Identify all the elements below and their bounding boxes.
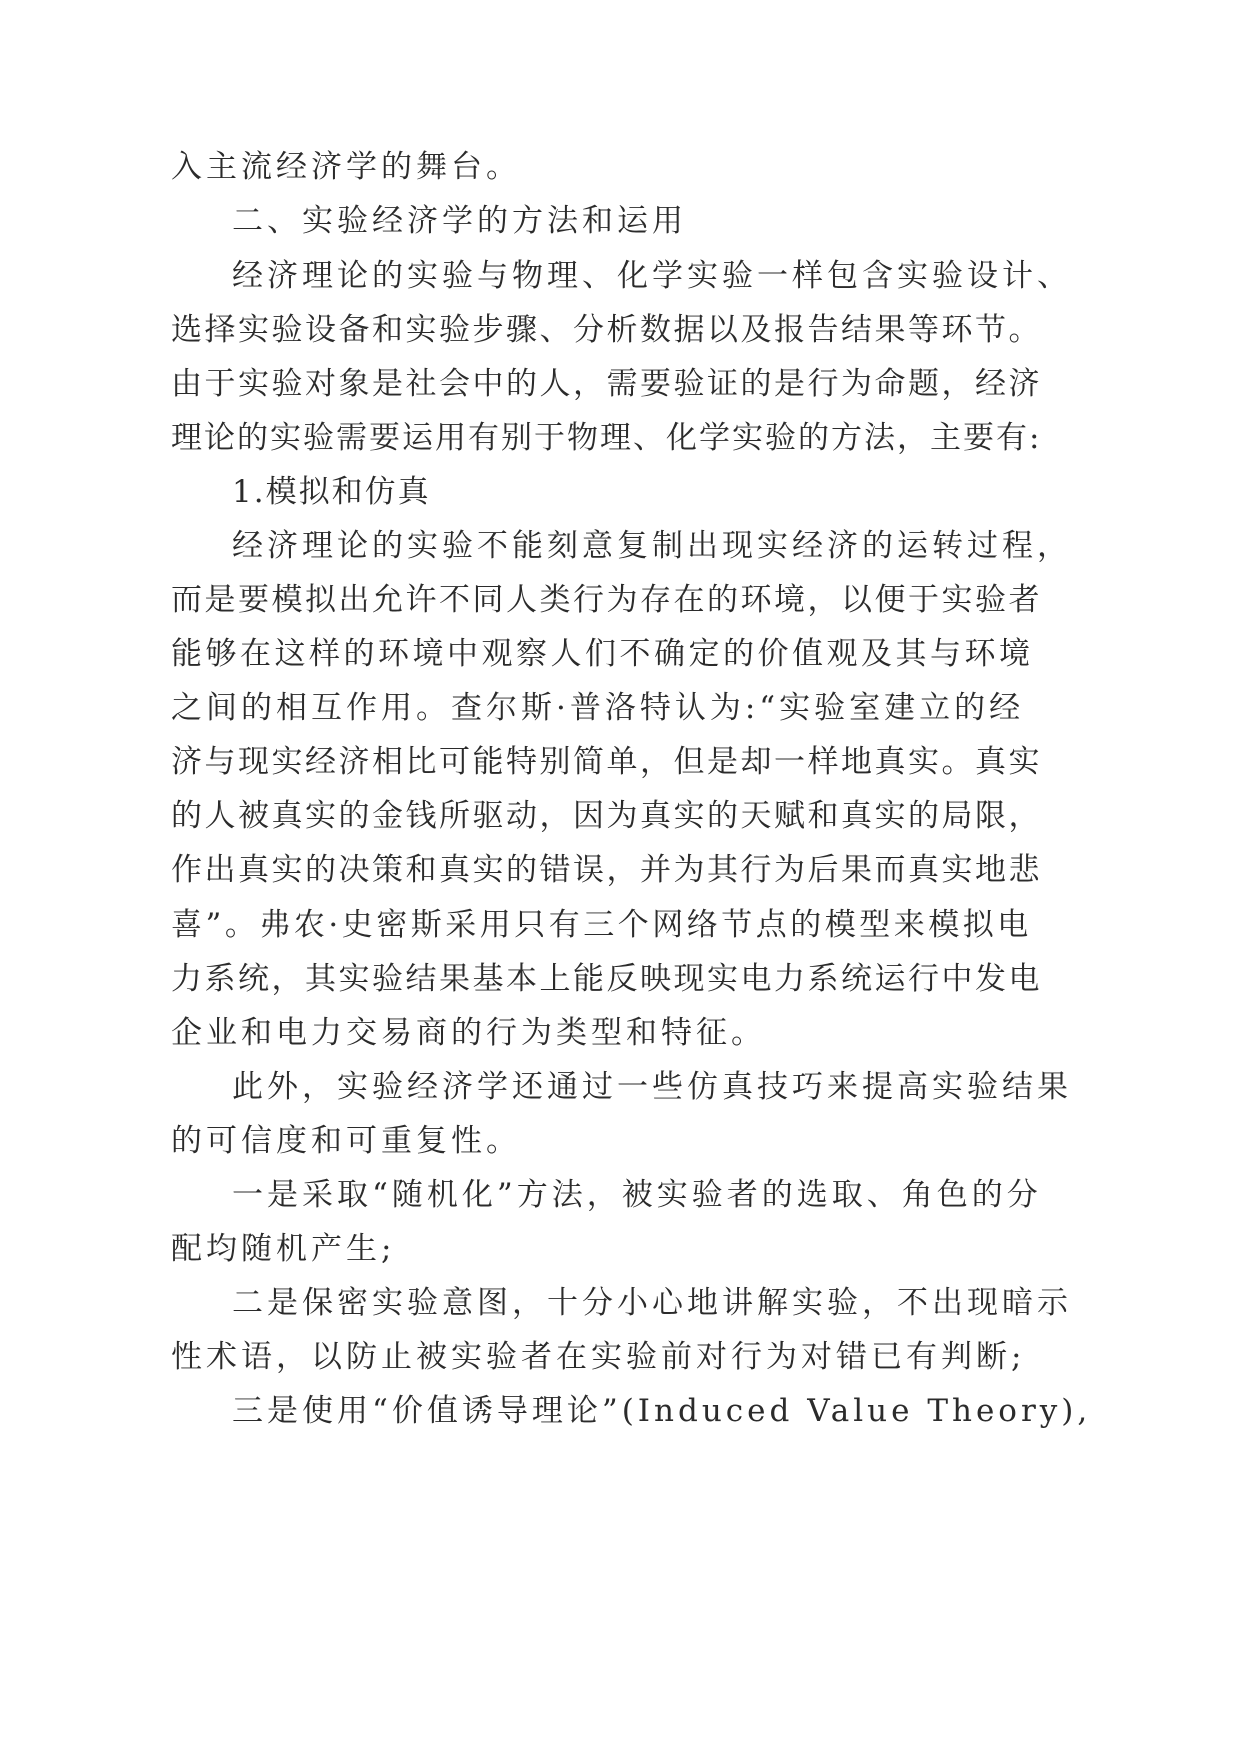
document-page: 入主流经济学的舞台。 二、实验经济学的方法和运用 经济理论的实验与物理、化学实验一样包含实验设计、 选择实验设备和实验步骤、分析数据以及报告结果等环节。 由于实验对象是社会中的人，需要验证的是行为命题，经济 理论的实验需要运用有别于物理、化学实验的方法，主要有: 1.模拟和仿真 经济理论的实验不能刻意复制出现实经济的运转过程， 而是要模拟出允许不同人类行为存在的环境，以便于实验者 能够在这样的环境中观察人们不确定的价值观及其与环境 之间的相互作用。查尔斯·普洛特认为:“实验室建立的经 济与现实经济相比可能特别简单，但是却一样地真实。真实 的人被真实的金钱所驱动，因为真实的天赋和真实的局限， 作出真实的决策和真实的错误，并为其行为后果而真实地悲 喜”。弗农·史密斯采用只有三个网络节点的模型来模拟电 力系统，其实验结果基本上能反映现实电力系统运行中发电 企业和电力交易商的行为类型和特征。 此外，实验经济学还通过一些仿真技巧来提高实验结果 的可信度和可重复性。 一是采取“随机化”方法，被实验者的选取、角色的分 配均随机产生; 二是保密实验意图，十分小心地讲解实验，不出现暗示 性术语，以防止被实验者在实验前对行为对错已有判断; 三是使用“价值诱导理论”(Induced Value Theory),: [0, 0, 1241, 1754]
